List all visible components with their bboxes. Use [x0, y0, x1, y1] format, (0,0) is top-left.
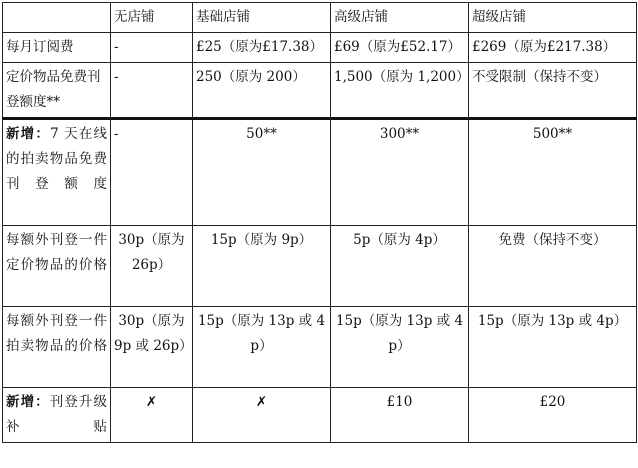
- cell-basic-store: 15p（原为 9p）: [193, 226, 331, 307]
- row-label: 定价物品免费刊登额度**: [3, 63, 111, 119]
- row-label: [3, 119, 111, 226]
- cell-basic-store: 15p（原为 13p 或 4p）: [193, 307, 331, 388]
- cell-basic-store: £25（原为£17.38）: [193, 33, 331, 63]
- cell-no-store: -: [111, 63, 193, 119]
- row-label-text: 7 天在线的拍卖物品免费刊登额度: [6, 126, 107, 192]
- row-label: 每月订阅费: [3, 33, 111, 63]
- cell-no-store: 30p（原为 26p）: [111, 226, 193, 307]
- table-row-auction-free-listings: [3, 119, 637, 226]
- cell-anchor-store: £20: [469, 388, 637, 443]
- row-label: [3, 388, 111, 443]
- row-label: 每额外刊登一件定价物品的价格: [3, 226, 111, 307]
- table-header-row: [3, 3, 637, 33]
- table-row-extra-auction-fee: [3, 307, 637, 388]
- cell-anchor-store: 15p（原为 13p 或 4p）: [469, 307, 637, 388]
- cell-anchor-store: 不受限制（保持不变）: [469, 63, 637, 119]
- cell-featured-store: 5p（原为 4p）: [331, 226, 469, 307]
- cell-featured-store: £69（原为£52.17）: [331, 33, 469, 63]
- cross-icon: ✗: [193, 388, 331, 443]
- cell-no-store: 30p（原为 9p 或 26p）: [111, 307, 193, 388]
- cell-featured-store: 1,500（原为 1,200）: [331, 63, 469, 119]
- table-row-extra-fixed-price-fee: [3, 226, 637, 307]
- cell-anchor-store: £269（原为£217.38）: [469, 33, 637, 63]
- store-pricing-table: [2, 2, 637, 443]
- cell-featured-store: £10: [331, 388, 469, 443]
- new-badge-text: 新增：: [6, 126, 51, 142]
- cell-featured-store: 300**: [331, 119, 469, 226]
- cell-no-store: -: [111, 33, 193, 63]
- header-no-store: 无店铺: [111, 3, 193, 33]
- row-label: 每额外刊登一件拍卖物品的价格: [3, 307, 111, 388]
- header-anchor-store: 超级店铺: [469, 3, 637, 33]
- header-featured-store: 高级店铺: [331, 3, 469, 33]
- table-row-listing-upgrade-subsidy: [3, 388, 637, 443]
- new-badge-text: 新增：: [6, 394, 50, 410]
- cell-no-store: -: [111, 119, 193, 226]
- header-basic-store: 基础店铺: [193, 3, 331, 33]
- header-empty-cell: [3, 3, 111, 33]
- cross-icon: ✗: [111, 388, 193, 443]
- table-row-monthly-fee: [3, 33, 637, 63]
- cell-basic-store: 50**: [193, 119, 331, 226]
- cell-featured-store: 15p（原为 13p 或 4p）: [331, 307, 469, 388]
- cell-basic-store: 250（原为 200）: [193, 63, 331, 119]
- cell-anchor-store: 免费（保持不变）: [469, 226, 637, 307]
- row-label-text: 刊登升级补贴: [6, 394, 107, 435]
- cell-anchor-store: 500**: [469, 119, 637, 226]
- table-row-fixed-price-free-listings: [3, 63, 637, 119]
